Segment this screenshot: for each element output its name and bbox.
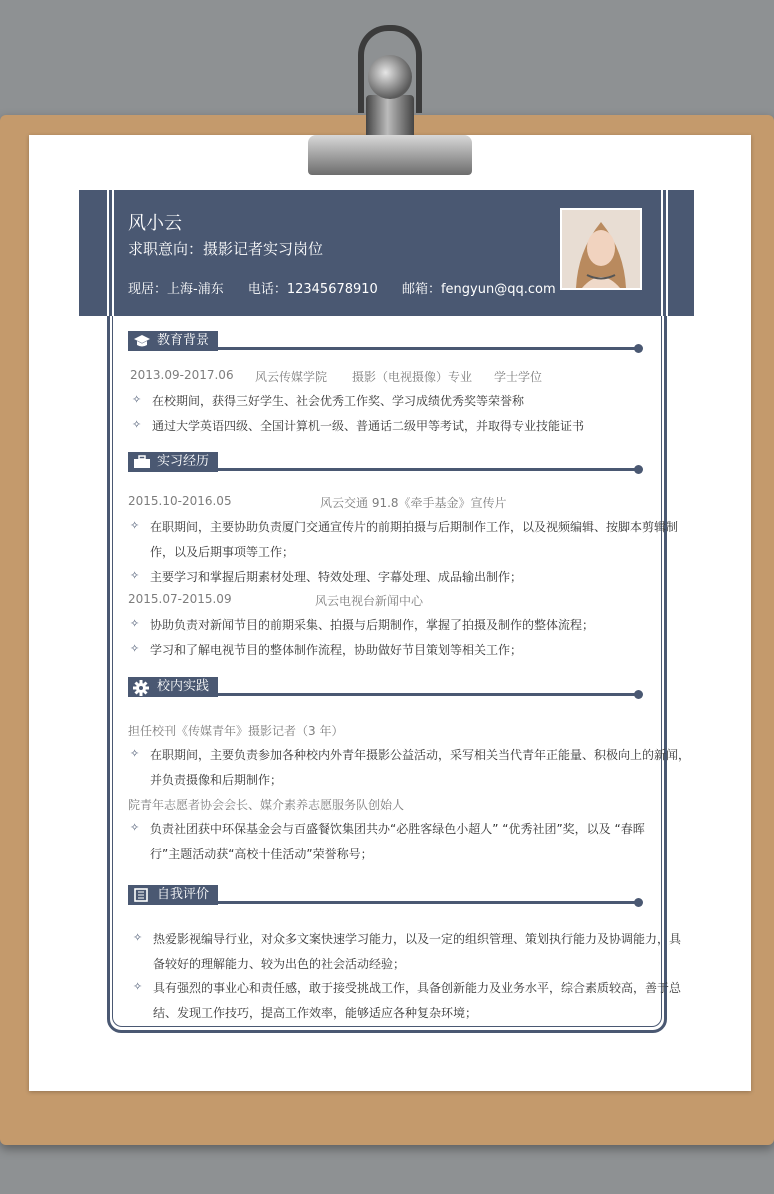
binder-clip bbox=[300, 25, 480, 180]
location-text: 现居：上海-浦东 bbox=[128, 282, 224, 297]
job2-date: 2015.07-2015.09 bbox=[128, 592, 232, 606]
campus-role1-bullet-cont: 并负责摄像和后期制作； bbox=[150, 773, 283, 787]
self-bullet-1: 热爱影视编导行业，对众多文案快速学习能力，以及一定的组织管理、策划执行能力及协调能力，具 bbox=[153, 932, 682, 946]
job1-bullet-1-cont: 作，以及后期事项等工作； bbox=[150, 545, 295, 559]
section-self-eval bbox=[128, 885, 643, 905]
gear-icon bbox=[133, 680, 149, 696]
campus-role2-bullet: 负责社团获中环保基金会与百盛餐饮集团共办“必胜客绿色小超人” “优秀社团”奖，以及 “春晖 bbox=[150, 822, 645, 836]
section-title: 实习经历 bbox=[157, 454, 210, 469]
section-title: 教育背景 bbox=[157, 333, 210, 348]
bullet-icon: ✧ bbox=[133, 980, 143, 993]
graduation-cap-icon bbox=[133, 334, 151, 348]
bullet-icon: ✧ bbox=[130, 642, 140, 655]
job2-bullet-2: 学习和了解电视节目的整体制作流程，协助做好节目策划等相关工作； bbox=[150, 643, 523, 657]
phone-text: 电话：12345678910 bbox=[247, 282, 378, 297]
candidate-name: 风小云 bbox=[128, 213, 182, 234]
edu-date: 2013.09-2017.06 bbox=[130, 368, 234, 382]
notebook-icon bbox=[133, 888, 149, 902]
section-campus bbox=[128, 677, 643, 697]
bullet-icon: ✧ bbox=[132, 418, 142, 431]
job-intent: 求职意向：摄影记者实习岗位 bbox=[128, 240, 324, 258]
job1-bullet-1: 在职期间，主要协助负责厦门交通宣传片的前期拍摄与后期制作工作，以及视频编辑、按脚本剪辑制 bbox=[150, 520, 679, 534]
bullet-icon: ✧ bbox=[130, 519, 140, 532]
job1-org: 风云交通 91.8《牵手基金》宣传片 bbox=[320, 496, 507, 510]
campus-role1-bullet: 在职期间，主要负责参加各种校内外青年摄影公益活动，采写相关当代青年正能量、积极向上的新闻， bbox=[150, 748, 691, 762]
bullet-icon: ✧ bbox=[130, 747, 140, 760]
job2-bullet-1: 协助负责对新闻节目的前期采集、拍摄与后期制作，掌握了拍摄及制作的整体流程； bbox=[150, 618, 595, 632]
campus-role-1: 担任校刊《传媒青年》摄影记者（3 年） bbox=[128, 724, 344, 738]
bullet-icon: ✧ bbox=[130, 617, 140, 630]
briefcase-icon bbox=[133, 455, 151, 469]
self-bullet-1-cont: 备较好的理解能力、较为出色的社会活动经验； bbox=[153, 957, 406, 971]
edu-school: 风云传媒学院 bbox=[255, 370, 328, 384]
campus-role2-bullet-cont: 行”主题活动获“高校十佳活动”荣誉称号； bbox=[150, 847, 373, 861]
self-bullet-2-cont: 结、发现工作技巧，提高工作效率，能够适应各种复杂环境； bbox=[153, 1006, 478, 1020]
profile-photo bbox=[560, 208, 642, 290]
edu-degree: 学士学位 bbox=[494, 370, 543, 384]
contact-info bbox=[128, 278, 576, 297]
edu-bullet-2: 通过大学英语四级、全国计算机一级、普通话二级甲等考试，并取得专业技能证书 bbox=[152, 419, 585, 433]
edu-major: 摄影（电视摄像）专业 bbox=[352, 370, 473, 384]
job1-bullet-2: 主要学习和掌握后期素材处理、特效处理、字幕处理、成品输出制作； bbox=[150, 570, 523, 584]
job1-date: 2015.10-2016.05 bbox=[128, 494, 232, 508]
bullet-icon: ✧ bbox=[132, 393, 142, 406]
bullet-icon: ✧ bbox=[130, 569, 140, 582]
section-education bbox=[128, 331, 643, 351]
edu-bullet-1: 在校期间，获得三好学生、社会优秀工作奖、学习成绩优秀奖等荣誉称 bbox=[152, 394, 525, 408]
bullet-icon: ✧ bbox=[133, 931, 143, 944]
job2-org: 风云电视台新闻中心 bbox=[315, 594, 424, 608]
resume-header bbox=[79, 190, 694, 316]
bullet-icon: ✧ bbox=[130, 821, 140, 834]
email-text: 邮箱：fengyun@qq.com bbox=[401, 282, 556, 297]
campus-role-2: 院青年志愿者协会会长、媒介素养志愿服务队创始人 bbox=[128, 798, 405, 812]
self-bullet-2: 具有强烈的事业心和责任感，敢于接受挑战工作，具备创新能力及业务水平，综合素质较高，善于总 bbox=[153, 981, 682, 995]
section-internship bbox=[128, 452, 643, 472]
section-title: 校内实践 bbox=[157, 679, 210, 694]
section-title: 自我评价 bbox=[157, 887, 210, 902]
